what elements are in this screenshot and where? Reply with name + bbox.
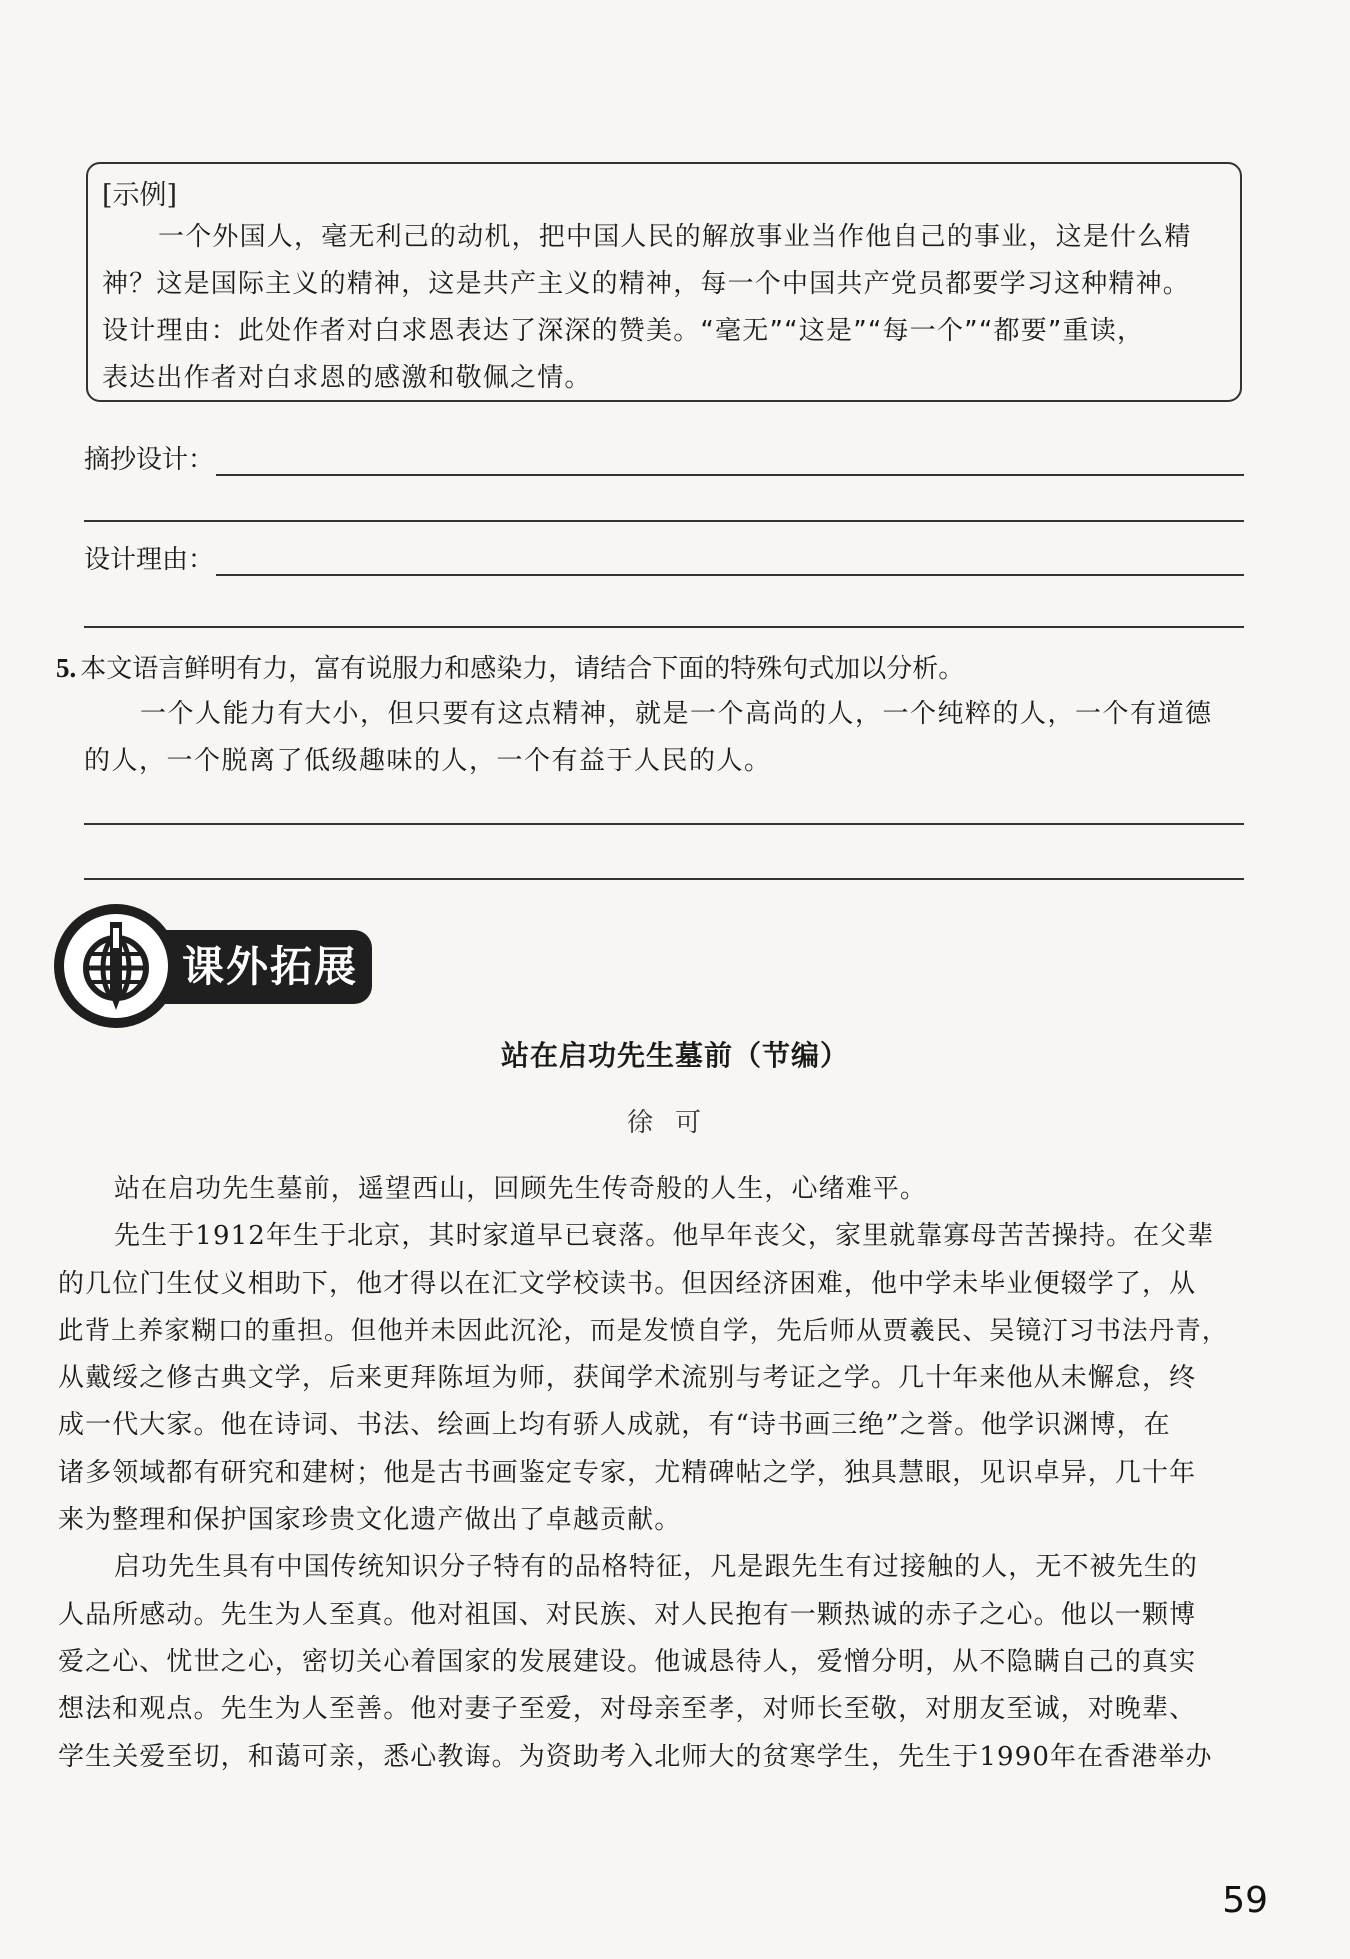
section-title: 课外拓展 (182, 942, 359, 991)
question-5 (56, 646, 1246, 785)
reason-field[interactable] (84, 540, 1244, 580)
paragraph-line: 启功先生具有中国传统知识分子特有的品格特征，凡是跟先生有过接触的人，无不被先生的 (114, 1552, 1199, 1583)
answer-line[interactable] (84, 626, 1244, 628)
question-prompt (56, 646, 1246, 691)
example-reason-line: 表达出作者对白求恩的感激和敬佩之情。 (102, 363, 592, 393)
reason-label: 设计理由： (84, 545, 215, 575)
article-paragraph (58, 1213, 1248, 1544)
example-tag: [示例] (102, 180, 178, 211)
answer-line[interactable] (84, 823, 1244, 825)
paragraph-line: 爱之心、忧世之心，密切关心着国家的发展建设。他诚恳待人，爱憎分明，从不隐瞒自己的真实 (58, 1646, 1197, 1677)
answer-line[interactable] (84, 520, 1244, 522)
example-quote-line: 神？这是国际主义的精神，这是共产主义的精神，每一个中国共产党员都要学习这种精神。 (102, 269, 1191, 299)
article-body (58, 1166, 1248, 1781)
question-quote-line: 一个人能力有大小，但只要有这点精神，就是一个高尚的人，一个纯粹的人，一个有道德 (140, 699, 1213, 729)
paragraph-line: 想法和观点。先生为人至善。他对妻子至爱，对母亲至孝，对师长至敬，对朋友至诚，对晚辈、 (58, 1694, 1197, 1725)
globe-pen-icon (72, 918, 160, 1014)
answer-line[interactable] (216, 474, 1244, 476)
paragraph-line: 人品所感动。先生为人至真。他对祖国、对民族、对人民抱有一颗热诚的赤子之心。他以一颗博 (58, 1599, 1197, 1630)
question-number: 5. (56, 653, 77, 683)
excerpt-field[interactable] (84, 440, 1244, 480)
example-quote-line: 一个外国人，毫无利己的动机，把中国人民的解放事业当作他自己的事业，这是什么精 (158, 222, 1192, 252)
banner-circle (54, 904, 178, 1028)
answer-line[interactable] (84, 878, 1244, 880)
answer-line[interactable] (216, 574, 1244, 576)
paragraph-line: 学生关爱至切，和蔼可亲，悉心教诲。为资助考入北师大的贫寒学生，先生于1990年在香港举办 (58, 1741, 1213, 1772)
article-title: 站在启功先生墓前（节编） (500, 1039, 849, 1072)
page-number: 59 (1222, 1880, 1268, 1921)
paragraph-line: 诸多领域都有研究和建树；他是古书画鉴定专家，尤精碑帖之学，独具慧眼，见识卓异，几十年 (58, 1457, 1197, 1488)
article-paragraph (58, 1544, 1248, 1780)
paragraph-line: 先生于1912年生于北京，其时家道早已衰落。他早年丧父，家里就靠寡母苦苦操持。在父辈 (114, 1221, 1215, 1252)
question-quote-line: 的人，一个脱离了低级趣味的人，一个有益于人民的人。 (84, 746, 772, 776)
paragraph-line: 来为整理和保护国家珍贵文化遗产做出了卓越贡献。 (58, 1505, 682, 1536)
paragraph-line: 的几位门生仗义相助下，他才得以在汇文学校读书。但因经济困难，他中学未毕业便辍学了，从 (58, 1268, 1197, 1299)
article-author: 徐可 (626, 1108, 723, 1138)
example-box (86, 162, 1242, 402)
paragraph-line: 从戴绥之修古典文学，后来更拜陈垣为师，获闻学术流别与考证之学。几十年来他从未懈怠，终 (58, 1363, 1197, 1394)
paragraph-line: 此背上养家糊口的重担。但他并未因此沉沦，而是发愤自学，先后师从贾羲民、吴镜汀习书法丹青， (58, 1315, 1229, 1346)
excerpt-label: 摘抄设计： (84, 445, 215, 475)
section-banner (54, 904, 374, 1030)
paragraph-line: 站在启功先生墓前，遥望西山，回顾先生传奇般的人生，心绪难平。 (114, 1174, 928, 1204)
article-paragraph (58, 1166, 1248, 1213)
question-text: 本文语言鲜明有力，富有说服力和感染力，请结合下面的特殊句式加以分析。 (80, 654, 965, 684)
example-reason-line: 设计理由：此处作者对白求恩表达了深深的赞美。“毫无”“这是”“每一个”“都要”重读， (102, 316, 1145, 346)
paragraph-line: 成一代大家。他在诗词、书法、绘画上均有骄人成就，有“诗书画三绝”之誉。他学识渊博，在 (58, 1410, 1171, 1441)
